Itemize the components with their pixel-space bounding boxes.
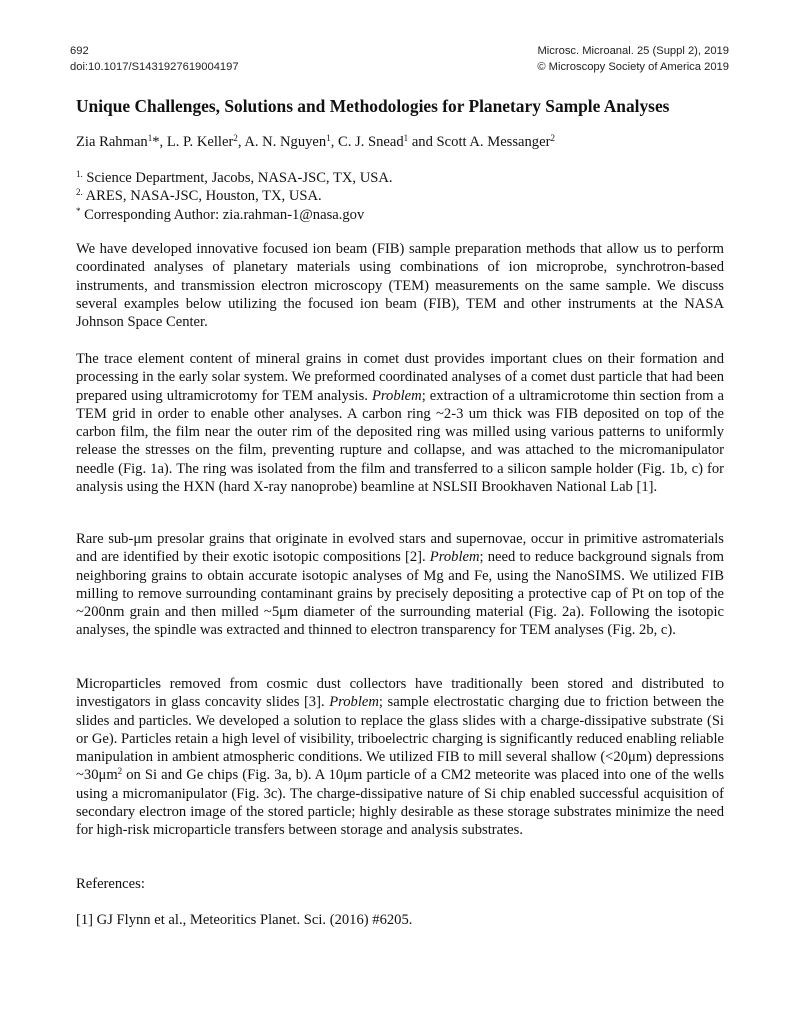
problem-label: Problem: [429, 549, 480, 566]
paragraph-text: ; sample electrostatic charging due to friction between the slides and particles. We developed a solution to replace the glass slides with a charge-dissipative substrate (Si or Ge). Particles retain a high level of visibility, triboelectric charging is significantly reduced enabling reliable manipulation in ambient atmospheric conditions. We utilized FIB to mill several shallow (<20μm) depressions ~30μm: [76, 694, 724, 784]
author-separator: ,: [237, 134, 245, 150]
affiliation-item: [76, 187, 393, 205]
doi-link[interactable]: doi:10.1017/S1431927619004197: [70, 60, 239, 73]
affiliation-mark: *: [76, 205, 81, 216]
header-left: [70, 44, 239, 75]
author-separator: ,: [330, 134, 338, 150]
affiliation-text: ARES, NASA-JSC, Houston, TX, USA.: [82, 188, 322, 205]
reference-item: [1] GJ Flynn et al., Meteoritics Planet. Sci. (2016) #6205.: [76, 912, 413, 928]
author-separator: *,: [152, 134, 167, 150]
paragraph-text: Microparticles removed from cosmic dust collectors have traditionally been stored and distributed to investigators in glass concavity slides [3].: [76, 676, 724, 711]
paragraph-presolar-grains: [76, 530, 724, 640]
affiliation-mark: 1.: [76, 169, 83, 179]
paragraph-text: The trace element content of mineral grains in comet dust provides important clues on their formation and processing in the early solar system. We preformed coordinated analyses of a comet dust particle that had been prepared using ultramicrotomy for TEM analysis.: [76, 351, 724, 404]
problem-label: Problem: [371, 387, 422, 404]
copyright: © Microscopy Society of America 2019: [537, 60, 729, 73]
author-name: Scott A. Messanger: [436, 134, 551, 150]
author-name: L. P. Keller: [166, 134, 234, 150]
author-affil-mark: 2: [233, 133, 238, 143]
page-number: 692: [70, 45, 89, 57]
corresponding-author-text: Corresponding Author: zia.rahman-1@nasa.gov: [80, 206, 365, 223]
affiliation-text: Science Department, Jacobs, NASA-JSC, TX, USA.: [82, 170, 393, 186]
paragraph-text: Rare sub-μm presolar grains that originate in evolved stars and supernovae, occur in primitive astromaterials and are identified by their exotic isotopic compositions [2].: [76, 531, 724, 566]
references-heading: References:: [76, 876, 145, 892]
affiliation-list: [76, 169, 393, 224]
superscript: 2: [117, 766, 123, 777]
paragraph-microparticles: [76, 675, 724, 840]
paper-title: Unique Challenges, Solutions and Methodologies for Planetary Sample Analyses: [76, 96, 670, 116]
paragraph-comet-dust: [76, 350, 724, 496]
author-affil-mark: 2: [550, 133, 555, 143]
paragraph-text: ; extraction of a ultramicrotome thin section from a TEM grid in order to enable other analyses. A carbon ring ~2-3 um thick was FIB deposited on top of the carbon film, the film near the outer rim of the deposited ring was milled using various patterns to uniformly release the stresses on the film, preventing rupture and collapse, and was attached to the micromanipulator needle (Fig. 1a). The ring was isolated from the film and transferred to a silicon sample holder (Fig. 1b, c) for analysis using the HXN (hard X-ray nanoprobe) beamline at NSLSII Brookhaven National Lab [1].: [76, 387, 724, 496]
affiliation-mark: 2.: [76, 187, 83, 198]
journal-citation: Microsc. Microanal. 25 (Suppl 2), 2019: [537, 45, 729, 57]
affiliation-item: [76, 169, 393, 187]
author-name: Zia Rahman: [76, 134, 148, 150]
author-name: A. N. Nguyen: [244, 134, 327, 150]
author-affil-mark: 1: [326, 133, 331, 143]
author-list: [76, 133, 555, 151]
paragraph-text: on Si and Ge chips (Fig. 3a, b). A 10μm particle of a CM2 meteorite was placed into one of the wells using a micromanipulator (Fig. 3c). The charge-dissipative nature of Si chip enabled successful acquisition of secondary electron image of the stored particle; highly desirable as these storage substrates minimize the need for high-risk microparticle transfers between storage and analysis substrates.: [76, 767, 724, 839]
paragraph-text: ; need to reduce background signals from neighboring grains to obtain accurate isotopic analyses of Mg and Fe, using the NanoSIMS. We utilized FIB milling to remove surrounding contaminant grains by precisely depositing a protective cap of Pt on top of the ~200nm grain and then milled ~5μm diameter of the surrounding material (Fig. 2a). Following the isotopic analyses, the spindle was extracted and thinned to electron transparency for TEM analyses (Fig. 2b, c).: [76, 549, 725, 639]
author-separator: and: [408, 134, 437, 150]
header-right: [537, 44, 729, 75]
author-affil-mark: 1: [403, 133, 409, 143]
author-affil-mark: 1: [147, 133, 153, 143]
problem-label: Problem: [329, 694, 379, 711]
paragraph-intro: We have developed innovative focused ion beam (FIB) sample preparation methods that allow us to perform coordinated analyses of planetary materials using combinations of ion microprobe, synchrotron-based instruments, and transmission electron microscopy (TEM) measurements on the same sample. We discuss several examples below utilizing the focused ion beam (FIB), TEM and other instruments at the NASA Johnson Space Center.: [76, 241, 724, 331]
author-name: C. J. Snead: [338, 134, 404, 150]
corresponding-author: [76, 206, 393, 224]
